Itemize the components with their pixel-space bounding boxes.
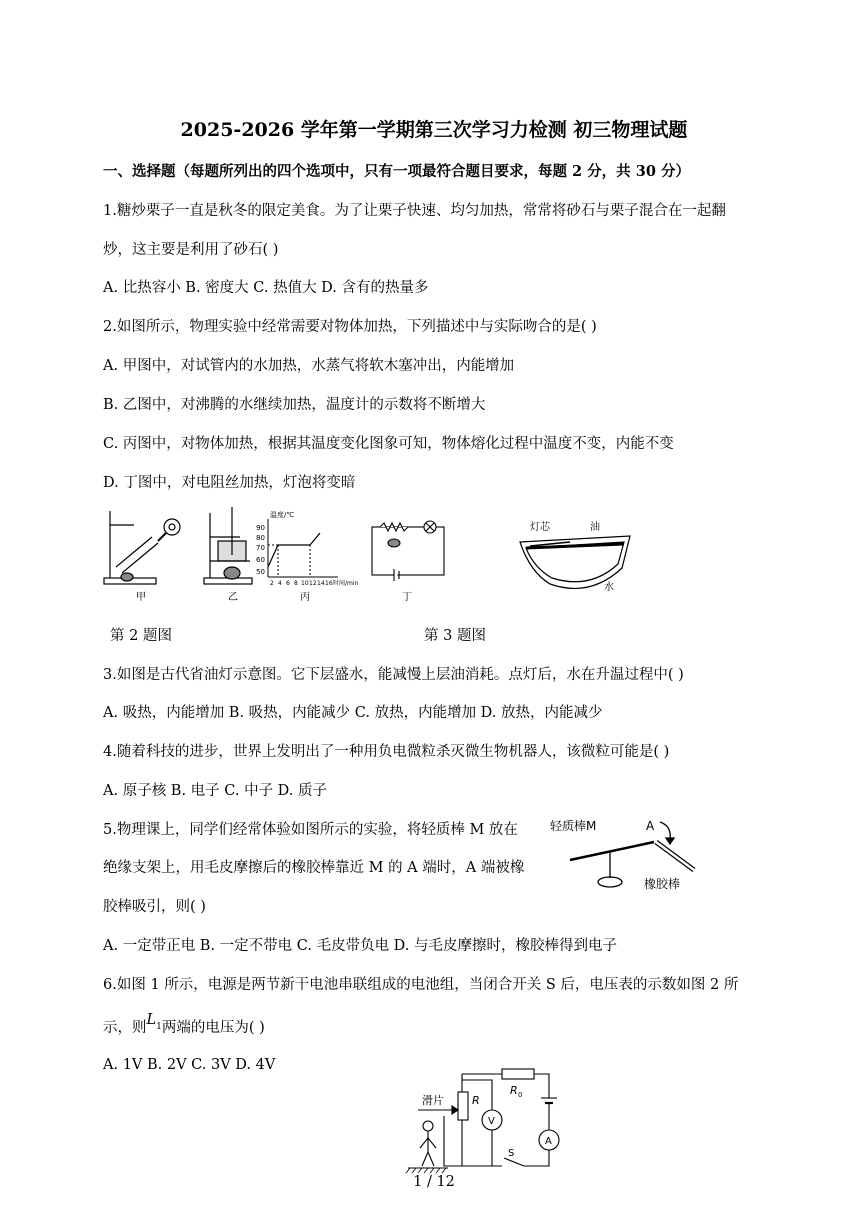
- fig-ding-circuit: [372, 521, 444, 581]
- q6-stem-post: 两端的电压为( ): [161, 1020, 265, 1036]
- q2-figure: [100, 505, 450, 605]
- fig3-label-oil: 油: [590, 522, 600, 533]
- q5-stem-line1: 5.物理课上，同学们经常体验如图所示的实验，将轻质棒 M 放在: [103, 822, 518, 838]
- ytick-50: 50: [256, 568, 265, 576]
- fig-bing-ylabel: 温度/℃: [270, 511, 295, 519]
- fig3-caption: 第 3 题图: [424, 628, 486, 644]
- xtick-14: 14: [317, 580, 325, 587]
- q5-figure: [548, 812, 708, 897]
- q5-stem-line2: 绝缘支架上，用毛皮摩擦后的橡胶棒靠近 M 的 A 端时，A 端被橡: [103, 860, 525, 876]
- q2-option-a: A. 甲图中，对试管内的水加热，水蒸气将软木塞冲出，内能增加: [103, 358, 515, 374]
- q2-option-b: B. 乙图中，对沸腾的水继续加热，温度计的示数将不断增大: [103, 397, 486, 413]
- q2-option-c: C. 丙图中，对物体加热，根据其温度变化图象可知，物体熔化过程中温度不变，内能不变: [103, 436, 674, 452]
- q6-stem-pre: 示，则: [103, 1020, 147, 1036]
- q5-label-rubber-rod: 橡胶棒: [644, 877, 681, 891]
- fig-yi-apparatus: [204, 507, 252, 584]
- ytick-80: 80: [256, 534, 265, 542]
- q2-option-d: D. 丁图中，对电阻丝加热，灯泡将变暗: [103, 475, 356, 491]
- q6-stem-line1: 6.如图 1 所示，电源是两节新干电池串联组成的电池组，当闭合开关 S 后，电压表的示数如图 2 所: [103, 977, 739, 993]
- q2-stem: 2.如图所示，物理实验中经常需要对物体加热，下列描述中与实际吻合的是( ): [103, 319, 597, 335]
- section-heading: 一、选择题（每题所列出的四个选项中，只有一项最符合题目要求，每题 2 分，共 30 分）: [103, 163, 690, 180]
- q1-stem-line1: 1.糖炒栗子一直是秋冬的限定美食。为了让栗子快速、均匀加热，常常将砂石与栗子混合在一起翻: [103, 203, 726, 219]
- q6-label-r0: R: [510, 1084, 518, 1097]
- q4-stem: 4.随着科技的进步，世界上发明出了一种用负电微粒杀灭微生物机器人，该微粒可能是( ): [103, 744, 670, 760]
- fig-label-ding: 丁: [402, 592, 412, 603]
- fig-label-jia: 甲: [136, 592, 146, 603]
- q6-label-slider: 滑片: [422, 1094, 444, 1107]
- xtick-8: 8: [294, 580, 298, 587]
- fig3-label-water: 水: [604, 582, 614, 593]
- q6-symbol-l: L: [146, 1012, 157, 1028]
- q1-stem-line2: 炒，这主要是利用了砂石( ): [103, 242, 279, 258]
- q1-options: A. 比热容小 B. 密度大 C. 热值大 D. 含有的热量多: [103, 280, 429, 296]
- fig2-caption: 第 2 题图: [110, 628, 172, 644]
- q6-circuit-figure: [404, 1064, 574, 1174]
- q4-options: A. 原子核 B. 电子 C. 中子 D. 质子: [103, 783, 328, 799]
- fig-bing-graph: [268, 519, 338, 577]
- q5-label-light-rod: 轻质棒M: [550, 819, 597, 833]
- q6-label-r0-sub: 0: [518, 1091, 523, 1099]
- ytick-70: 70: [256, 544, 265, 552]
- q6-label-ammeter: A: [545, 1136, 552, 1147]
- fig3-label-wick: 灯芯: [530, 522, 550, 533]
- q3-stem: 3.如图是古代省油灯示意图。它下层盛水，能减慢上层油消耗。点灯后，水在升温过程中( ): [103, 667, 684, 683]
- page-title: 2025-2026 学年第一学期第三次学习力检测 初三物理试题: [180, 119, 688, 141]
- q6-label-voltmeter: V: [488, 1116, 495, 1127]
- q6-symbol-sub: 1: [156, 1022, 162, 1032]
- ytick-90: 90: [256, 524, 265, 532]
- q6-label-switch: S: [508, 1148, 515, 1159]
- q6-options: A. 1V B. 2V C. 3V D. 4V: [103, 1057, 276, 1073]
- q5-options: A. 一定带正电 B. 一定不带电 C. 毛皮带负电 D. 与毛皮摩擦时，橡胶棒得到电子: [103, 938, 618, 954]
- xtick-2: 2: [270, 580, 274, 587]
- q5-label-a-end: A: [646, 819, 655, 833]
- xtick-6: 6: [286, 580, 290, 587]
- q3-options: A. 吸热，内能增加 B. 吸热，内能减少 C. 放热，内能增加 D. 放热，内能减少: [103, 705, 603, 721]
- fig-bing-xlabel: 时间/min: [333, 580, 359, 587]
- fig-label-yi: 乙: [228, 592, 238, 603]
- xtick-10: 10: [301, 580, 309, 587]
- ytick-60: 60: [256, 556, 265, 564]
- xtick-4: 4: [278, 580, 282, 587]
- fig-jia-apparatus: [104, 511, 180, 584]
- q3-oil-lamp-figure: [510, 520, 640, 600]
- q5-stem-line3: 胶棒吸引，则( ): [103, 899, 206, 915]
- xtick-12: 12: [309, 580, 317, 587]
- q6-label-r: R: [472, 1094, 480, 1107]
- fig-label-bing: 丙: [300, 592, 310, 603]
- xtick-16: 16: [325, 580, 333, 587]
- q6-stem-line2: [103, 1012, 265, 1037]
- page-number: 1 / 12: [413, 1174, 455, 1190]
